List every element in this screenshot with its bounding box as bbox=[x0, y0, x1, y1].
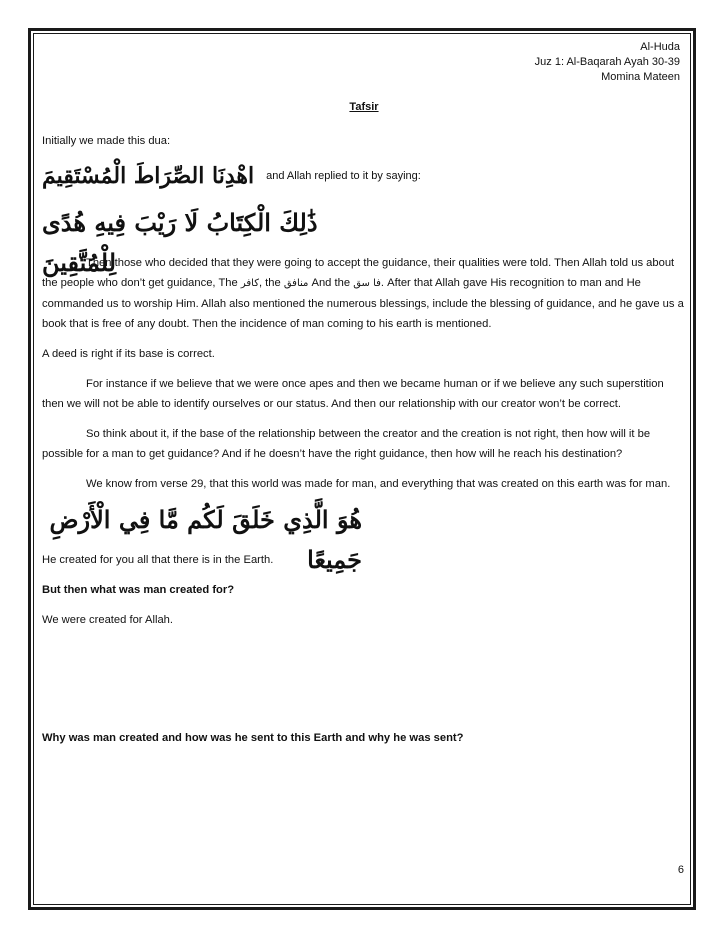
header-org: Al-Huda bbox=[640, 41, 680, 53]
paragraph-guidance bbox=[42, 253, 686, 334]
paragraph-base: So think about it, if the base of the relationship between the creator and the creation is not right, then how will it be possible for a man to get guidance? And if he doesn’t have the right guidance, then how will he reach his destination? bbox=[42, 428, 651, 460]
paragraph-guidance-part2: , the bbox=[258, 277, 284, 289]
verse-arabic-1: اهْدِنَا الصِّرَاطَ الْمُسْتَقِيمَ bbox=[42, 163, 255, 189]
question-purpose: But then what was man created for? bbox=[42, 584, 235, 596]
question-why-created: Why was man created and how was he sent to this Earth and why he was sent? bbox=[42, 732, 464, 744]
term-munafiq: منافق bbox=[283, 278, 309, 289]
paragraph-verse29: We know from verse 29, that this world was made for man, and everything that was created on this earth was for man. bbox=[86, 478, 671, 490]
header-lesson: Juz 1: Al-Baqarah Ayah 30-39 bbox=[534, 56, 680, 68]
paragraph-apes: For instance if we believe that we were once apes and then we became human or if we believe any such superstition then we will not be able to identify ourselves or our status. And then our relationship with our creator won’t be correct. bbox=[42, 378, 664, 410]
paragraph-creation: He created for you all that there is in the Earth. bbox=[42, 554, 274, 566]
verse-1-followup: and Allah replied to it by saying: bbox=[266, 170, 421, 182]
paragraph-deed: A deed is right if its base is correct. bbox=[42, 348, 215, 360]
paragraph-guidance-part4: . After that Allah gave His recognition to man and He commanded us to worship Him. Allah also mentioned the numerous blessings, include the blessing of guidance, and he gave us a book that is free of any doubt. Then the incidence of man coming to his earth is mentioned. bbox=[42, 277, 684, 330]
paragraph-guidance-part3: And the bbox=[308, 277, 354, 289]
term-fasiq: فا سق bbox=[353, 278, 381, 289]
paragraph-answer: We were created for Allah. bbox=[42, 614, 173, 626]
document-header bbox=[42, 40, 680, 85]
intro-text: Initially we made this dua: bbox=[42, 135, 171, 147]
page-number: 6 bbox=[677, 864, 684, 876]
page-title: Tafsir bbox=[349, 101, 379, 113]
verse-row-1 bbox=[42, 159, 686, 193]
paragraph-guidance-part1: Then those who decided that they were going to accept the guidance, their qualities were told. Then Allah told us about the people who don’t get guidance, The bbox=[42, 257, 675, 289]
term-kafir: كافر bbox=[240, 278, 259, 289]
verse-arabic-3: هُوَ الَّذِي خَلَقَ لَكُم مَّا فِي الْأَرْضِ جَمِيعًا bbox=[49, 505, 362, 574]
document-body bbox=[42, 40, 686, 748]
verse-arabic-2: ذَٰلِكَ الْكِتَابُ لَا رَيْبَ فِيهِ هُدًى لِلْمُتَّقِينَ bbox=[42, 208, 318, 277]
header-author: Momina Mateen bbox=[601, 71, 680, 83]
